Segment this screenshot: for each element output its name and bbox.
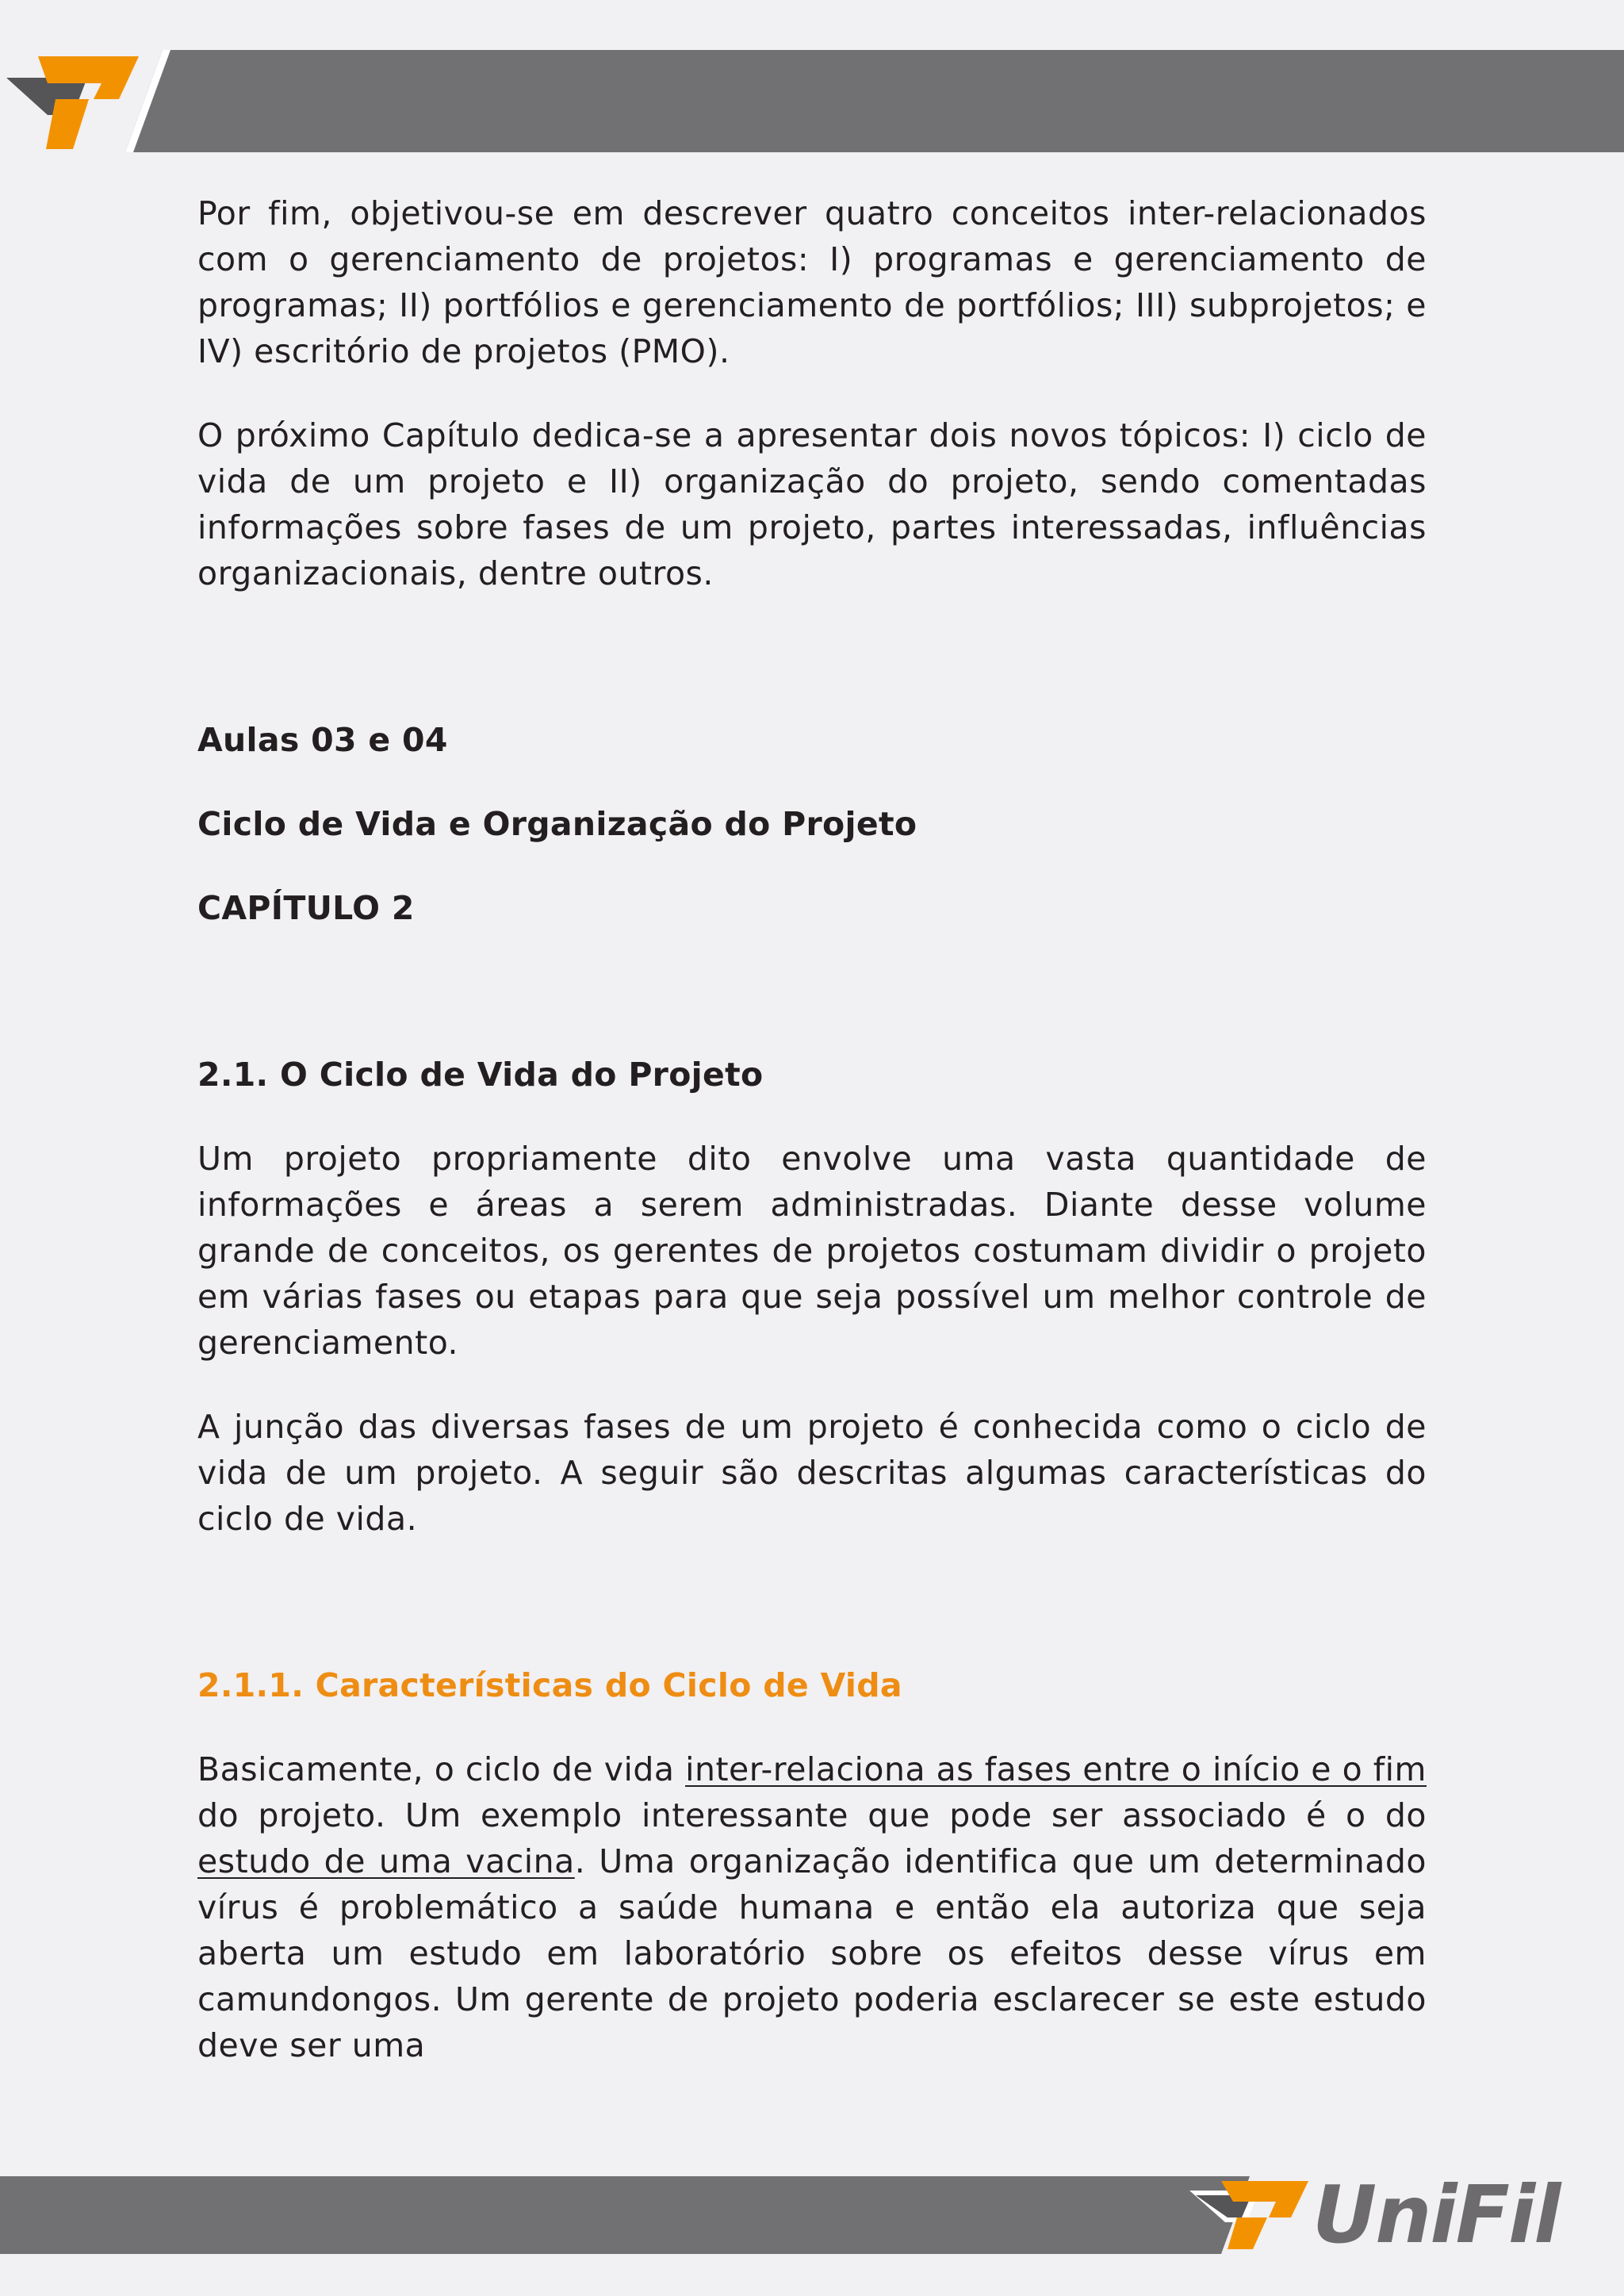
underlined-phrase-phases: inter-relaciona as fases entre o início e o fim (685, 1750, 1427, 1788)
paragraph-project-phases: Um projeto propriamente dito envolve uma vasta quantidade de informações e áreas a serem administradas. Diante desse volume grande de conceitos, os gerentes de projetos costumam dividir o projeto em várias fases ou etapas para que seja possível um melhor controle de gerenciamento. (197, 1140, 1427, 1362)
underlined-phrase-vaccine: estudo de uma vacina (197, 1842, 575, 1880)
paragraph-life-cycle-characteristics (197, 1746, 1427, 2068)
chapter-title: Ciclo de Vida e Organização do Projeto (197, 805, 917, 843)
subsection-heading: 2.1.1. Características do Ciclo de Vida (197, 1666, 902, 1704)
text-run: Basicamente, o ciclo de vida (197, 1750, 686, 1788)
section-heading: 2.1. O Ciclo de Vida do Projeto (197, 1056, 764, 1094)
header-band (0, 50, 1624, 152)
document-body (197, 190, 1427, 2106)
chapter-number: CAPÍTULO 2 (197, 889, 415, 927)
lesson-heading: Aulas 03 e 04 (197, 721, 448, 759)
paragraph-next-chapter: O próximo Capítulo dedica-se a apresentar dois novos tópicos: I) ciclo de vida de um projeto e II) organização do projeto, sendo comentadas informações sobre fases de um projeto, partes interessadas, influências organizacionais, dentre outros. (197, 416, 1427, 592)
text-run: . Uma organização identifica que um determinado vírus é problemático a saúde humana e então ela autoriza que seja aberta um estudo em laboratório sobre os efeitos desse vírus em camundongos. Um gerente de projeto poderia esclarecer se este estudo deve ser uma (197, 1842, 1427, 2064)
paragraph-summary-concepts: Por fim, objetivou-se em descrever quatro conceitos inter-relacionados com o gerenciamento de projetos: I) programas e gerenciamento de programas; II) portfólios e gerenciamento de portfólios; III) subprojetos; e IV) escritório de projetos (PMO). (197, 194, 1427, 370)
paragraph-life-cycle: A junção das diversas fases de um projeto é conhecida como o ciclo de vida de um projeto. A seguir são descritas algumas características do ciclo de vida. (197, 1408, 1427, 1538)
text-run: do projeto. Um exemplo interessante que pode ser associado é o do (197, 1796, 1427, 1834)
brand-name: UniFil (1312, 2168, 1560, 2261)
